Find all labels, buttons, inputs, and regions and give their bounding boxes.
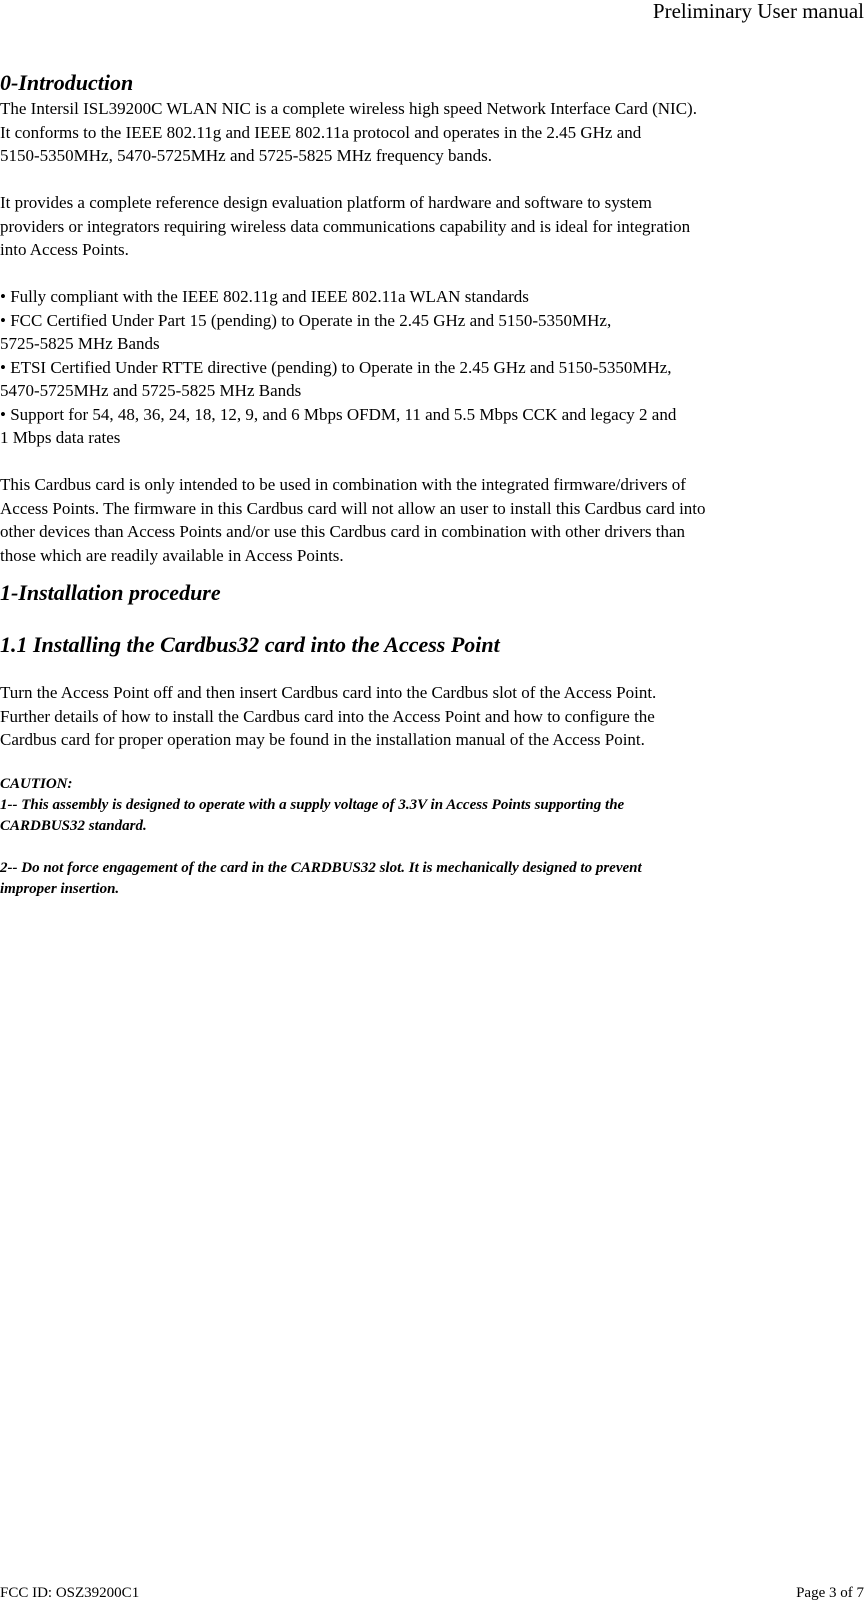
text-line: It provides a complete reference design evaluation platform of hardware and software to system [0,193,652,212]
text-line: The Intersil ISL39200C WLAN NIC is a complete wireless high speed Network Interface Card (NIC). [0,99,697,118]
installation-subheading: 1.1 Installing the Cardbus32 card into the Access Point [0,632,500,657]
text-line: 5470-5725MHz and 5725-5825 MHz Bands [0,381,302,400]
text-line: providers or integrators requiring wireless data communications capability and is ideal for integration [0,216,691,236]
intro-heading: 0-Introduction [0,70,134,95]
document-body [0,69,862,900]
text-line: Access Points. The firmware in this Cardbus card will not allow an user to install this Cardbus card into [0,498,706,518]
text-line: • ETSI Certified Under RTTE directive (pending) to Operate in the 2.45 GHz and 5150-5350MHz, [0,357,672,377]
caution-block [0,774,862,900]
list-item [0,309,862,356]
caution-item-2 [0,858,862,900]
header-title: Preliminary User manual [652,0,864,23]
text-line: 1 Mbps data rates [0,428,121,447]
text-line: 2-- Do not force engagement of the card in the CARDBUS32 slot. It is mechanically designed to prevent [0,859,642,876]
caution-label: CAUTION: [0,775,73,792]
text-line: Further details of how to install the Cardbus card into the Access Point and how to configure the [0,706,655,726]
text-line: 5725-5825 MHz Bands [0,334,160,353]
text-line: CARDBUS32 standard. [0,817,147,834]
intro-paragraph-1 [0,97,862,168]
caution-item-1 [0,795,862,837]
installation-paragraph [0,681,862,752]
list-item [0,403,862,450]
intro-paragraph-3 [0,473,862,567]
text-line: Cardbus card for proper operation may be found in the installation manual of the Access Point. [0,730,645,749]
text-line: improper insertion. [0,880,120,897]
text-line: those which are readily available in Access Points. [0,545,344,565]
text-line: It conforms to the IEEE 802.11g and IEEE 802.11a protocol and operates in the 2.45 GHz and [0,122,642,142]
footer-fcc-id: FCC ID: OSZ39200C1 [0,1585,140,1601]
feature-list [0,285,862,450]
text-line: into Access Points. [0,240,129,259]
text-line: This Cardbus card is only intended to be used in combination with the integrated firmware/drivers of [0,475,686,494]
installation-heading: 1-Installation procedure [0,580,221,605]
list-item [0,356,862,403]
text-line: Turn the Access Point off and then insert Cardbus card into the Cardbus slot of the Access Point. [0,683,657,702]
text-line: • Support for 54, 48, 36, 24, 18, 12, 9, and 6 Mbps OFDM, 11 and 5.5 Mbps CCK and legacy 2 and [0,404,677,424]
text-line: other devices than Access Points and/or use this Cardbus card in combination with other drivers than [0,522,686,541]
text-line: 5150-5350MHz, 5470-5725MHz and 5725-5825 MHz frequency bands. [0,146,492,165]
text-line: • FCC Certified Under Part 15 (pending) to Operate in the 2.45 GHz and 5150-5350MHz, [0,310,612,330]
footer-page-number: Page 3 of 7 [796,1585,864,1601]
list-item [0,285,862,309]
text-line: • Fully compliant with the IEEE 802.11g and IEEE 802.11a WLAN standards [0,287,529,306]
intro-paragraph-2 [0,191,862,262]
text-line: 1-- This assembly is designed to operate with a supply voltage of 3.3V in Access Points supporting the [0,796,625,813]
